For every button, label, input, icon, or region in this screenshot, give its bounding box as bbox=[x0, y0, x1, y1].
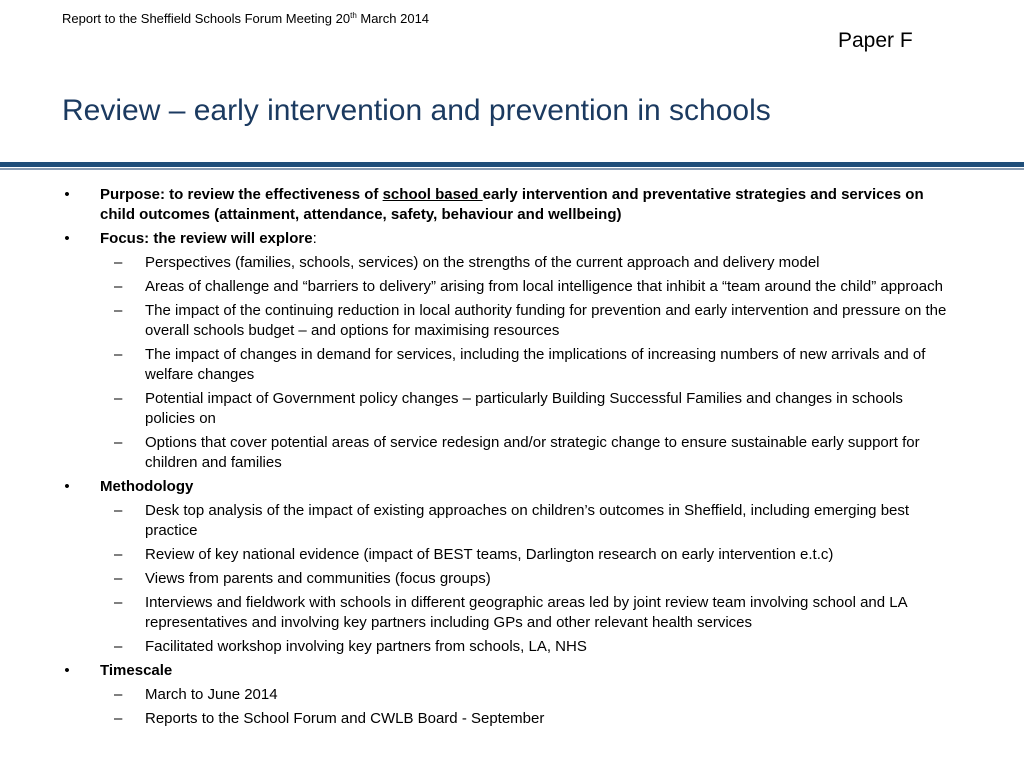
bullet-marker: • bbox=[64, 478, 70, 495]
timescale-item bbox=[0, 685, 1024, 705]
methodology-item-text: Review of key national evidence (impact of BEST teams, Darlington research on early intervention e.t.c) bbox=[145, 546, 834, 563]
sub-bullet-marker: – bbox=[114, 254, 123, 271]
timescale-list bbox=[0, 685, 1024, 729]
sub-bullet-marker: – bbox=[114, 278, 123, 295]
sub-bullet-marker: – bbox=[114, 346, 123, 363]
report-header-text: Report to the Sheffield Schools Forum Meeting 20 bbox=[62, 11, 351, 26]
focus-item-text: Perspectives (families, schools, services) on the strengths of the current approach and delivery model bbox=[145, 254, 820, 271]
purpose-text-part1: Purpose: to review the effectiveness of bbox=[100, 186, 383, 203]
methodology-item bbox=[0, 637, 1024, 657]
focus-item bbox=[0, 253, 1024, 273]
sub-bullet-marker: – bbox=[114, 594, 123, 611]
sub-bullet-marker: – bbox=[114, 546, 123, 563]
methodology-list bbox=[0, 501, 1024, 657]
sub-bullet-marker: – bbox=[114, 302, 123, 319]
purpose-text-part2: early intervention and preventative strategies and services on child outcomes (attainment, attendance, safety, behaviour and wellbeing) bbox=[100, 186, 924, 223]
focus-colon: : bbox=[312, 230, 317, 247]
bullet-purpose bbox=[0, 185, 1024, 225]
timescale-item-text: March to June 2014 bbox=[145, 686, 278, 703]
methodology-label: Methodology bbox=[100, 478, 194, 495]
focus-label: Focus: the review will explore bbox=[100, 230, 313, 247]
methodology-item bbox=[0, 569, 1024, 589]
title-divider-thick bbox=[0, 162, 1024, 167]
methodology-item bbox=[0, 501, 1024, 541]
bullet-methodology bbox=[0, 477, 1024, 497]
focus-item-text: Potential impact of Government policy changes – particularly Building Successful Families and changes in schools policies on bbox=[145, 390, 903, 427]
focus-item-text: The impact of changes in demand for services, including the implications of increasing numbers of new arrivals and of welfare changes bbox=[145, 346, 926, 383]
focus-item bbox=[0, 301, 1024, 341]
sub-bullet-marker: – bbox=[114, 434, 123, 451]
methodology-item-text: Facilitated workshop involving key partners from schools, LA, NHS bbox=[145, 638, 587, 655]
purpose-text-underlined: school based bbox=[382, 186, 483, 203]
bullet-marker: • bbox=[64, 186, 70, 203]
focus-list bbox=[0, 253, 1024, 473]
focus-item bbox=[0, 389, 1024, 429]
timescale-item bbox=[0, 709, 1024, 729]
methodology-item-text: Views from parents and communities (focus groups) bbox=[145, 570, 491, 587]
purpose-text bbox=[100, 186, 924, 223]
sub-bullet-marker: – bbox=[114, 570, 123, 587]
timescale-label: Timescale bbox=[100, 662, 173, 679]
title-divider-thin bbox=[0, 168, 1024, 170]
sub-bullet-marker: – bbox=[114, 686, 123, 703]
focus-item-text: Options that cover potential areas of service redesign and/or strategic change to ensure sustainable early support for children and families bbox=[145, 434, 920, 471]
methodology-item bbox=[0, 593, 1024, 633]
bullet-focus bbox=[0, 229, 1024, 249]
paper-label: Paper F bbox=[838, 29, 913, 52]
slide-content bbox=[0, 185, 1024, 733]
bullet-marker: • bbox=[64, 230, 70, 247]
report-header bbox=[62, 11, 429, 27]
report-header-date-suffix: March 2014 bbox=[356, 11, 430, 26]
methodology-item bbox=[0, 545, 1024, 565]
sub-bullet-marker: – bbox=[114, 502, 123, 519]
bullet-timescale bbox=[0, 661, 1024, 681]
bullet-marker: • bbox=[64, 662, 70, 679]
focus-heading bbox=[100, 230, 317, 247]
timescale-item-text: Reports to the School Forum and CWLB Board - September bbox=[145, 710, 545, 727]
sub-bullet-marker: – bbox=[114, 710, 123, 727]
focus-item bbox=[0, 277, 1024, 297]
report-header-superscript: th bbox=[350, 11, 357, 20]
methodology-item-text: Desk top analysis of the impact of existing approaches on children’s outcomes in Sheffield, including emerging best practice bbox=[145, 502, 910, 539]
slide-title: Review – early intervention and prevention in schools bbox=[62, 94, 771, 127]
focus-item bbox=[0, 433, 1024, 473]
focus-item-text: The impact of the continuing reduction in local authority funding for prevention and early intervention and pressure on the overall schools budget – and options for maximising resources bbox=[145, 302, 947, 339]
focus-item bbox=[0, 345, 1024, 385]
sub-bullet-marker: – bbox=[114, 390, 123, 407]
methodology-item-text: Interviews and fieldwork with schools in different geographic areas led by joint review team involving school and LA representatives and involving key partners including GPs and other relevant health services bbox=[145, 594, 907, 631]
focus-item-text: Areas of challenge and “barriers to delivery” arising from local intelligence that inhibit a “team around the child” approach bbox=[145, 278, 943, 295]
sub-bullet-marker: – bbox=[114, 638, 123, 655]
